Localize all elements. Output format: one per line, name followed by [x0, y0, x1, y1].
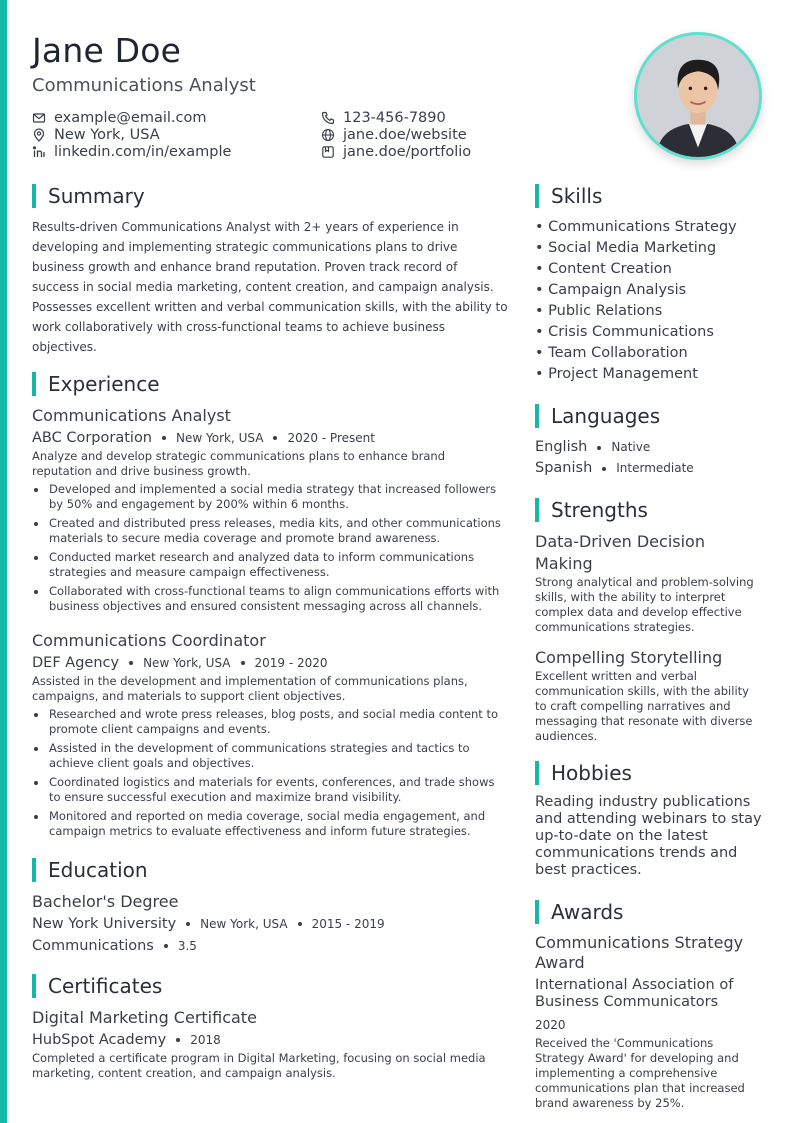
school-location: New York, USA: [200, 917, 288, 931]
achievement-item: Researched and wrote press releases, blog posts, and social media content to promote client campaigns and events.: [32, 707, 508, 737]
separator-dot: [597, 446, 601, 450]
hobbies-heading: [535, 760, 763, 786]
email-text: example@email.com: [54, 109, 207, 126]
separator-dot: [298, 922, 302, 926]
field-of-study: Communications: [32, 938, 154, 954]
certificate-description: Completed a certificate program in Digital Marketing, focusing on social media marketing, content creation, and campaign analysis.: [32, 1051, 486, 1080]
summary-text: Results-driven Communications Analyst with 2+ years of experience in developing and implementing strategic communications plans to drive business growth and enhance brand reputation. Proven track record of success in social media marketing, content creation, and campaign analysis. Possesses excellent written and verbal communication skills, with the ability to work collaboratively with cross-functional teams to achieve business objectives.: [32, 220, 508, 354]
candidate-name: Jane Doe: [32, 31, 182, 70]
school-name: New York University: [32, 916, 177, 932]
education-field-row: [32, 935, 508, 957]
bookmark-icon: [321, 145, 335, 159]
side-column: [535, 183, 763, 1111]
certificate-issuer: HubSpot Academy: [32, 1032, 167, 1048]
languages-heading: [535, 403, 763, 429]
separator-dot: [162, 436, 166, 440]
separator-dot: [164, 944, 168, 948]
strengths-heading: [535, 497, 763, 523]
achievement-item: Developed and implemented a social media strategy that increased followers by 50% and engagement by 200% within 6 months.: [32, 482, 508, 512]
education-meta: [32, 913, 508, 935]
section-title: Certificates: [48, 974, 163, 998]
location-text: New York, USA: [54, 126, 160, 143]
company-location: New York, USA: [176, 431, 264, 445]
skill-item: • Communications Strategy: [535, 219, 737, 235]
globe-icon: [321, 128, 335, 142]
phone-text: 123-456-7890: [343, 109, 446, 126]
contact-email[interactable]: [32, 109, 321, 126]
position-description: Assisted in the development and implementation of communications plans, campaigns, and materials to support client objectives.: [32, 674, 468, 703]
skill-item: • Content Creation: [535, 261, 672, 277]
position-meta: [32, 427, 508, 449]
skill-item: • Team Collaboration: [535, 345, 688, 361]
language-item: [535, 437, 763, 458]
position-meta: [32, 652, 508, 674]
separator-dot: [176, 1038, 180, 1042]
awards-heading: [535, 899, 763, 925]
separator-dot: [129, 661, 133, 665]
certificate-name: Digital Marketing Certificate: [32, 1008, 257, 1027]
skills-list: [535, 217, 763, 385]
section-marker: [32, 858, 36, 882]
section-marker: [535, 761, 539, 785]
company-name: ABC Corporation: [32, 430, 153, 446]
certificate-meta: [32, 1029, 508, 1051]
achievement-item: Assisted in the development of communications strategies and tactics to achieve client goals and objectives.: [32, 741, 508, 771]
profile-photo: [634, 32, 762, 160]
summary-heading: [32, 183, 508, 209]
language-item: [535, 458, 763, 479]
experience-heading: [32, 371, 508, 397]
award-organization: International Association of Business Communicators: [535, 977, 734, 1010]
section-marker: [535, 404, 539, 428]
contact-location: [32, 126, 321, 143]
contact-website[interactable]: [321, 126, 581, 143]
contact-portfolio[interactable]: [321, 143, 581, 160]
section-title: Hobbies: [551, 761, 632, 785]
portfolio-text: jane.doe/portfolio: [343, 143, 472, 160]
section-title: Awards: [551, 900, 624, 924]
strength-description: Strong analytical and problem-solving skills, with the ability to interpret complex data and develop effective communications strategies.: [535, 575, 754, 634]
experience-item: [32, 405, 508, 614]
award-year: 2020: [535, 1018, 566, 1032]
contact-phone[interactable]: [321, 109, 581, 126]
company-name: DEF Agency: [32, 655, 120, 671]
section-marker: [32, 184, 36, 208]
section-title: Experience: [48, 372, 160, 396]
position-dates: 2019 - 2020: [254, 656, 328, 670]
achievement-item: Monitored and reported on media coverage, social media engagement, and campaign metrics to evaluate effectiveness and inform future strategies.: [32, 809, 508, 839]
education-item: [32, 891, 508, 957]
section-title: Languages: [551, 404, 661, 428]
gpa-value: 3.5: [177, 939, 197, 953]
achievement-item: Created and distributed press releases, media kits, and other communications materials to secure media coverage and promote brand awareness.: [32, 516, 508, 546]
degree-name: Bachelor's Degree: [32, 892, 179, 911]
certificate-item: [32, 1007, 508, 1081]
achievement-item: Conducted market research and analyzed data to inform communications strategies and measure campaign effectiveness.: [32, 550, 508, 580]
strength-item: [535, 647, 763, 744]
resume-header: [32, 30, 612, 160]
skill-item: • Project Management: [535, 366, 698, 382]
section-marker: [535, 498, 539, 522]
linkedin-icon: [32, 145, 46, 159]
position-title: Communications Analyst: [32, 406, 231, 425]
language-level: Intermediate: [616, 461, 694, 475]
language-name: English: [535, 439, 588, 455]
section-marker: [535, 900, 539, 924]
achievement-list: [32, 482, 508, 614]
location-icon: [32, 128, 46, 142]
section-title: Strengths: [551, 498, 648, 522]
language-level: Native: [611, 440, 651, 454]
achievement-item: Coordinated logistics and materials for events, conferences, and trade shows to ensure successful execution and maximize brand visibility.: [32, 775, 508, 805]
separator-dot: [241, 661, 245, 665]
separator-dot: [186, 922, 190, 926]
company-location: New York, USA: [143, 656, 231, 670]
skill-item: • Campaign Analysis: [535, 282, 687, 298]
language-name: Spanish: [535, 460, 593, 476]
strength-description: Excellent written and verbal communication skills, with the ability to craft compelling narratives and messaging that resonate with diverse audiences.: [535, 669, 753, 743]
contact-list: [32, 109, 612, 160]
strength-title: Data-Driven Decision Making: [535, 532, 705, 573]
achievement-item: Collaborated with cross-functional teams to align communications efforts with business objectives and ensured consistent messaging across all channels.: [32, 584, 508, 614]
job-title: Communications Analyst: [32, 75, 256, 96]
skill-item: • Crisis Communications: [535, 324, 714, 340]
section-marker: [32, 372, 36, 396]
certificates-heading: [32, 973, 508, 999]
strength-title: Compelling Storytelling: [535, 648, 723, 667]
contact-linkedin[interactable]: [32, 143, 321, 160]
section-title: Skills: [551, 184, 603, 208]
separator-dot: [273, 436, 277, 440]
separator-dot: [602, 467, 606, 471]
hobbies-text: Reading industry publications and attending webinars to stay up-to-date on the latest communications trends and best practices.: [535, 794, 762, 878]
strength-item: [535, 531, 763, 635]
skills-heading: [535, 183, 763, 209]
phone-icon: [321, 111, 335, 125]
email-icon: [32, 111, 46, 125]
education-heading: [32, 857, 508, 883]
main-column: [32, 183, 508, 1081]
accent-bar: [0, 0, 7, 1123]
section-title: Education: [48, 858, 148, 882]
skill-item: • Social Media Marketing: [535, 240, 717, 256]
position-description: Analyze and develop strategic communications plans to enhance brand reputation and drive business growth.: [32, 449, 446, 478]
section-marker: [535, 184, 539, 208]
position-title: Communications Coordinator: [32, 631, 266, 650]
award-title: Communications Strategy Award: [535, 933, 744, 972]
website-text: jane.doe/website: [343, 126, 467, 143]
experience-item: [32, 630, 508, 839]
section-marker: [32, 974, 36, 998]
education-dates: 2015 - 2019: [311, 917, 385, 931]
achievement-list: [32, 707, 508, 839]
award-description: Received the 'Communications Strategy Award' for developing and implementing a comprehensive communications plan that increased brand awareness by 25%.: [535, 1036, 745, 1110]
linkedin-text: linkedin.com/in/example: [54, 143, 232, 160]
skill-item: • Public Relations: [535, 303, 663, 319]
certificate-year: 2018: [190, 1033, 221, 1047]
position-dates: 2020 - Present: [287, 431, 375, 445]
section-title: Summary: [48, 184, 145, 208]
award-item: [535, 933, 763, 1111]
